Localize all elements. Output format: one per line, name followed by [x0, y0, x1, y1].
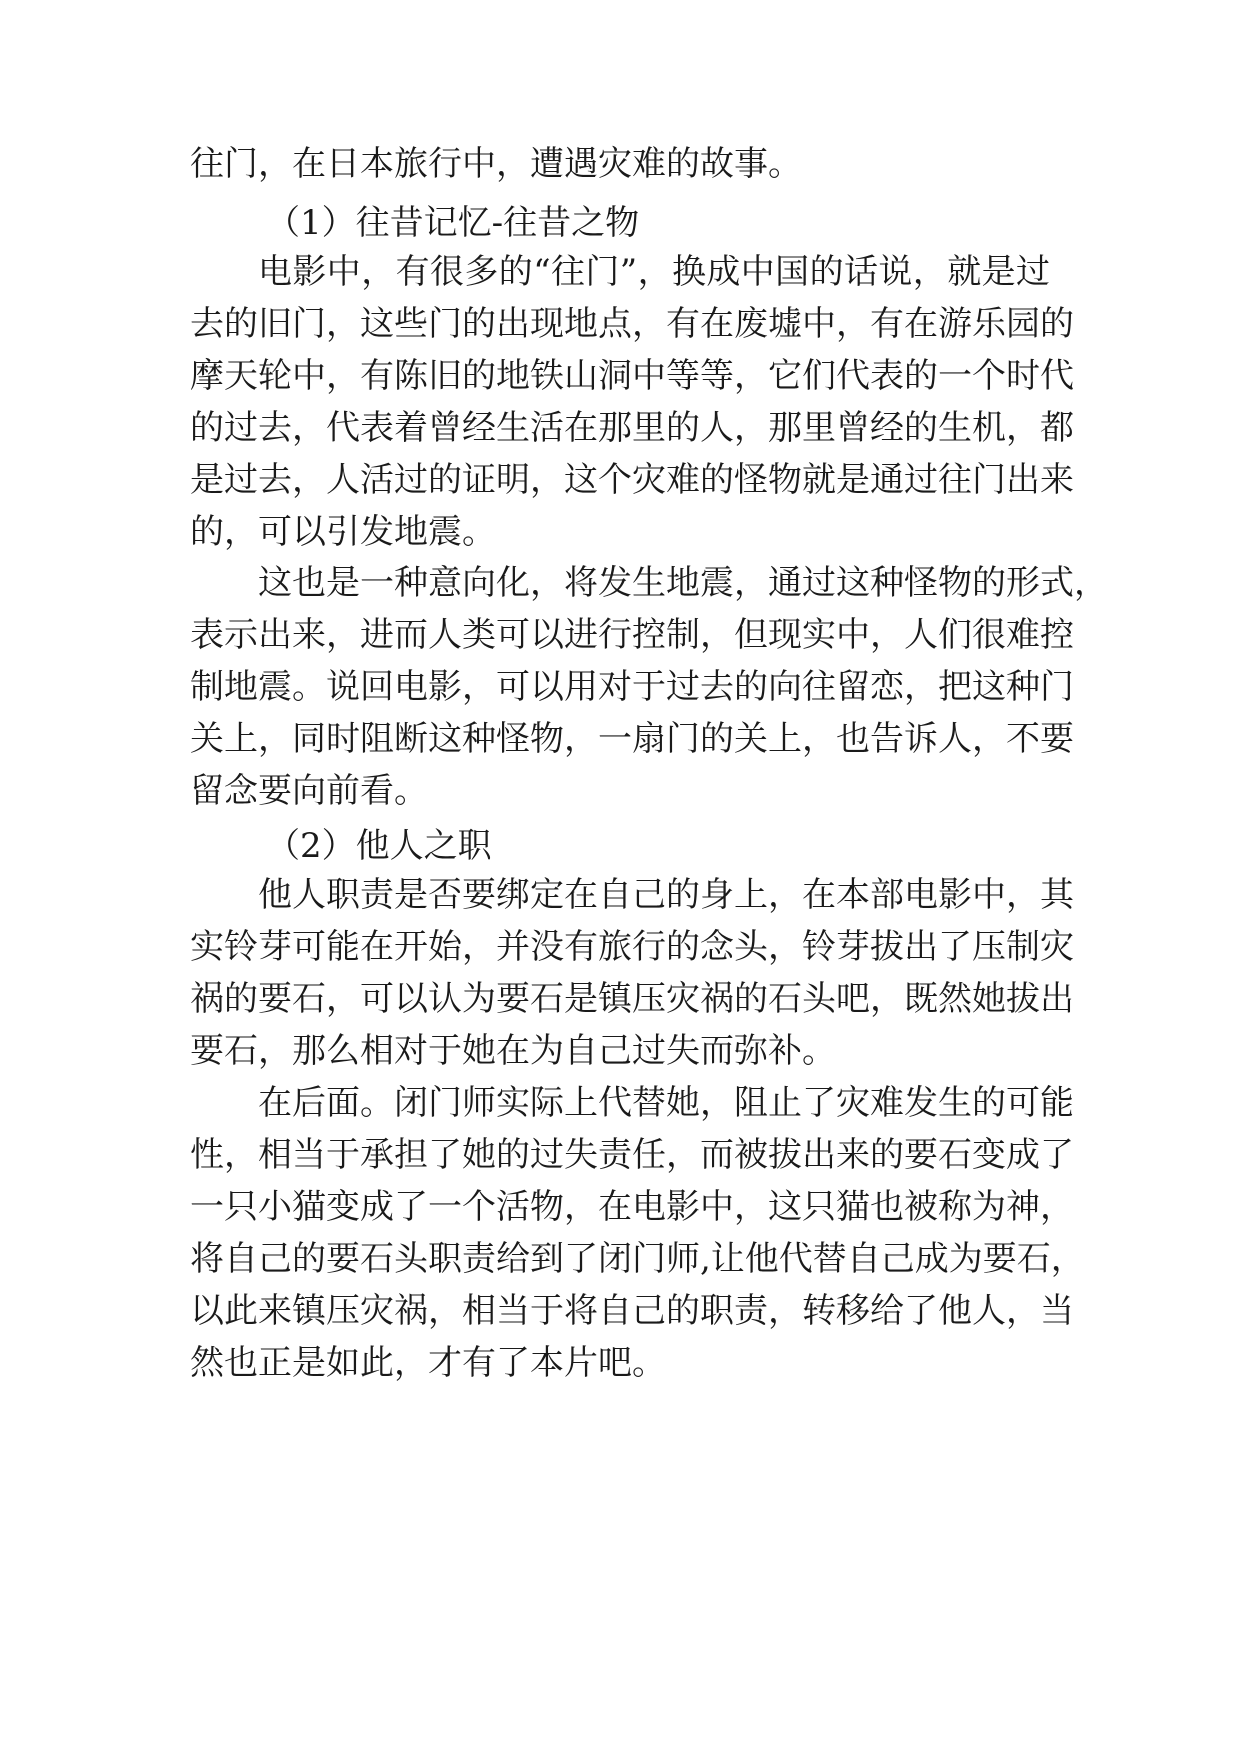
text-line: 要石，那么相对于她在为自己过失而弥补。: [190, 1031, 836, 1071]
text-line: 这也是一种意向化，将发生地震，通过这种怪物的形式，: [258, 563, 1108, 603]
text-line: 祸的要石，可以认为要石是镇压灾祸的石头吧，既然她拔出: [190, 979, 1074, 1019]
text-line: 性，相当于承担了她的过失责任，而被拔出来的要石变成了: [190, 1135, 1074, 1175]
text-line: 是过去，人活过的证明，这个灾难的怪物就是通过往门出来: [190, 460, 1074, 500]
text-line: 留念要向前看。: [190, 771, 428, 811]
text-line: 去的旧门，这些门的出现地点，有在废墟中，有在游乐园的: [190, 304, 1074, 344]
section-heading: （2）他人之职: [266, 826, 492, 866]
text-line: 一只小猫变成了一个活物，在电影中，这只猫也被称为神，: [190, 1187, 1074, 1227]
text-line: 实铃芽可能在开始，并没有旅行的念头，铃芽拔出了压制灾: [190, 927, 1074, 967]
text-line: 他人职责是否要绑定在自己的身上，在本部电影中，其: [258, 875, 1074, 915]
section-heading: （1）往昔记忆-往昔之物: [266, 203, 640, 243]
text-line: 摩天轮中，有陈旧的地铁山洞中等等，它们代表的一个时代: [190, 356, 1074, 396]
text-line: 制地震。说回电影，可以用对于过去的向往留恋，把这种门: [190, 667, 1074, 707]
text-line: 在后面。闭门师实际上代替她，阻止了灾难发生的可能: [258, 1083, 1074, 1123]
text-line: 电影中，有很多的“往门”，换成中国的话说，就是过: [258, 252, 1050, 292]
text-line: 关上，同时阻断这种怪物，一扇门的关上，也告诉人，不要: [190, 719, 1074, 759]
text-line: 的过去，代表着曾经生活在那里的人，那里曾经的生机，都: [190, 408, 1074, 448]
text-line: 往门，在日本旅行中，遭遇灾难的故事。: [190, 144, 802, 184]
text-line: 将自己的要石头职责给到了闭门师,让他代替自己成为要石，: [190, 1239, 1085, 1279]
text-line: 以此来镇压灾祸，相当于将自己的职责，转移给了他人，当: [190, 1291, 1074, 1331]
text-line: 然也正是如此，才有了本片吧。: [190, 1343, 666, 1383]
text-line: 的，可以引发地震。: [190, 512, 496, 552]
text-line: 表示出来，进而人类可以进行控制，但现实中，人们很难控: [190, 615, 1074, 655]
